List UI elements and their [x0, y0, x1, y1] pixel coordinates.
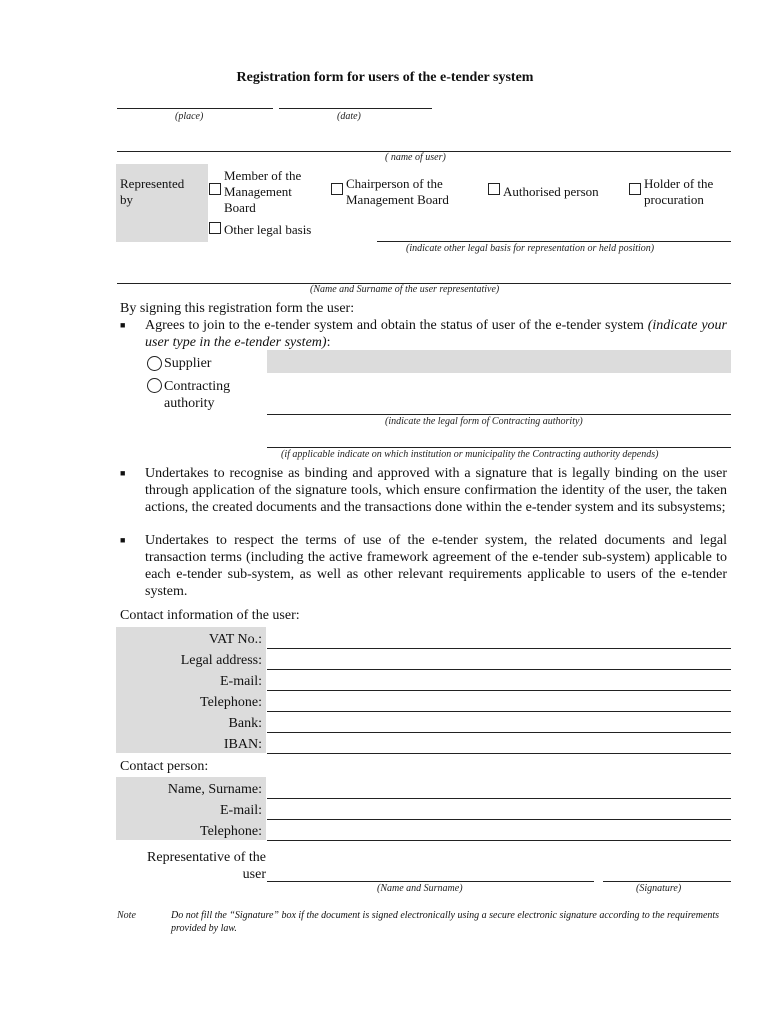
person-email-label: E-mail: [220, 803, 262, 818]
institution-line[interactable] [267, 447, 731, 448]
other-legal-basis-caption: (indicate other legal basis for representation or held position) [406, 243, 655, 254]
contracting-authority-radio[interactable] [147, 378, 162, 393]
iban-input-line[interactable] [267, 753, 731, 754]
bank-input-line[interactable] [267, 732, 731, 733]
note-label: Note [117, 910, 136, 921]
other-legal-basis-line[interactable] [377, 241, 731, 242]
represented-by-label: Represented by [120, 176, 185, 207]
chairperson-checkbox[interactable] [331, 183, 343, 195]
contact-heading: Contact information of the user: [120, 608, 300, 623]
authorised-person-checkbox[interactable] [488, 183, 500, 195]
legal-address-input-line[interactable] [267, 669, 731, 670]
vat-label: VAT No.: [208, 632, 262, 647]
legal-address-label: Legal address: [180, 653, 262, 668]
signature-caption: (Signature) [636, 883, 682, 894]
representative-name-caption: (Name and Surname of the user representative) [310, 284, 500, 295]
procuration-label: Holder of the procuration [644, 176, 714, 207]
person-email-input-line[interactable] [267, 819, 731, 820]
member-board-checkbox[interactable] [209, 183, 221, 195]
vat-input-line[interactable] [267, 648, 731, 649]
bullet-respect: Undertakes to respect the terms of use of the e-tender system, the related documents and legal transaction terms (including the active framework agreement of the e-tender sub-system) applicable to each e-tender sub-system, as well as other relevant requirements applicable to users of the e-tender system. [145, 533, 727, 599]
page-title: Registration form for users of the e-tender system [236, 70, 534, 85]
representative-name-input-line[interactable] [267, 881, 594, 882]
bank-label: Bank: [228, 716, 262, 731]
iban-label: IBAN: [223, 737, 262, 752]
bullet-marker: ■ [120, 320, 126, 330]
bullet-agrees [145, 317, 727, 351]
supplier-label: Supplier [164, 356, 212, 371]
person-name-input-line[interactable] [267, 798, 731, 799]
signing-intro: By signing this registration form the user: [120, 301, 355, 316]
bullet-marker: ■ [120, 535, 126, 545]
place-caption: (place) [175, 111, 204, 122]
contracting-authority-label: Contracting authority [164, 379, 231, 411]
chairperson-label: Chairperson of the Management Board [346, 176, 449, 207]
contact-person-heading: Contact person: [120, 759, 209, 774]
authorised-person-label: Authorised person [503, 184, 599, 199]
place-field-line[interactable] [117, 108, 273, 109]
telephone-input-line[interactable] [267, 711, 731, 712]
signature-input-line[interactable] [603, 881, 731, 882]
bullet-recognise: Undertakes to recognise as binding and approved with a signature that is legally binding on the user through application of the signature tools, which ensure confirmation the identity of the user, the taken actions, the created documents and the transactions done within the e-tender system and its subsystems; [145, 466, 727, 515]
name-of-user-caption: ( name of user) [385, 152, 446, 163]
date-field-line[interactable] [279, 108, 432, 109]
user-type-hint: (indicate your user type in the e-tender system) [145, 318, 727, 350]
supplier-input-box[interactable] [267, 350, 731, 373]
date-caption: (date) [337, 111, 361, 122]
bullet-marker: ■ [120, 468, 126, 478]
legal-form-line[interactable] [267, 414, 731, 415]
procuration-checkbox[interactable] [629, 183, 641, 195]
institution-caption: (if applicable indicate on which institution or municipality the Contracting authority depends) [281, 449, 659, 460]
other-legal-basis-label: Other legal basis [224, 222, 312, 237]
email-input-line[interactable] [267, 690, 731, 691]
name-surname-caption: (Name and Surname) [377, 883, 463, 894]
bullet-agrees-text: Agrees to join to the e-tender system and obtain the status of user of the e-tender system [145, 318, 644, 333]
supplier-radio[interactable] [147, 356, 162, 371]
person-name-label: Name, Surname: [167, 782, 262, 797]
telephone-label: Telephone: [200, 695, 262, 710]
member-board-label: Member of the Management Board [224, 168, 302, 215]
email-label: E-mail: [220, 674, 262, 689]
representative-label: Representative of the user [147, 850, 266, 882]
other-legal-basis-checkbox[interactable] [209, 222, 221, 234]
legal-form-caption: (indicate the legal form of Contracting authority) [385, 416, 583, 427]
note-text: Do not fill the “Signature” box if the document is signed electronically using a secure electronic signature according to the requirements provided by law. [171, 910, 720, 934]
person-telephone-label: Telephone: [200, 824, 262, 839]
bullet-agrees-colon: : [326, 335, 331, 350]
person-telephone-input-line[interactable] [267, 840, 731, 841]
